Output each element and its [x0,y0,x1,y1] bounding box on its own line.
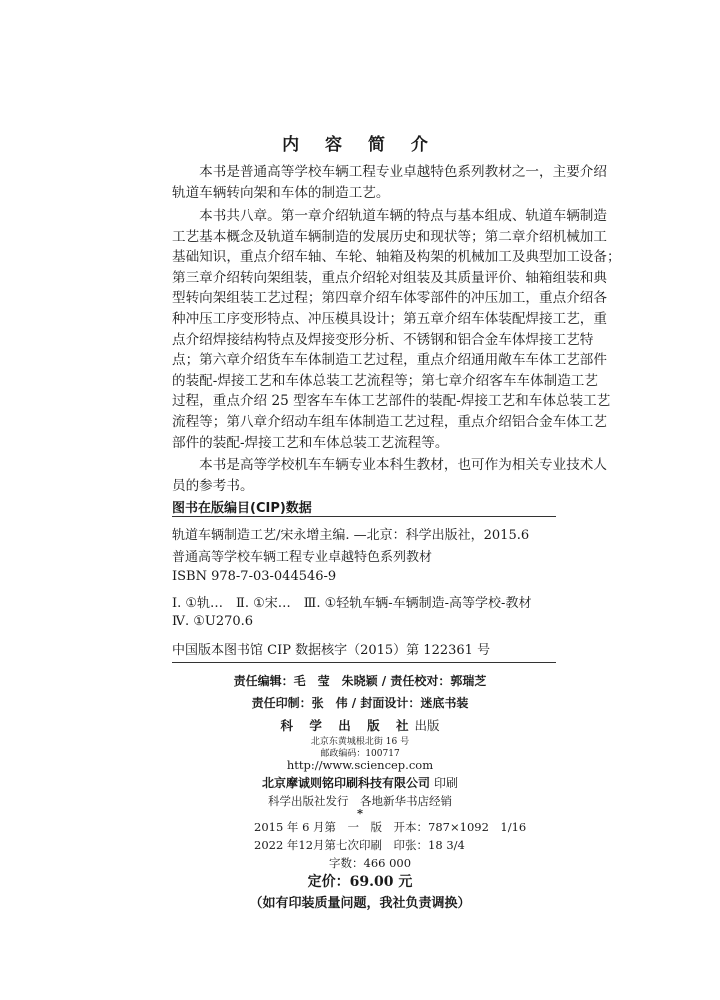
text-line: 工艺基本概念及轨道车辆制造的发展历史和现状等；第二章介绍机械加工 [172,228,607,245]
cip-series-line: 普通高等学校车辆工程专业卓越特色系列教材 [172,550,433,565]
text-line: 第三章介绍转向架组装，重点介绍轮对组装及其质量评价、轴箱组装和典 [172,269,607,286]
summary-paragraph-3 [172,455,607,496]
printer-suffix: 印刷 [434,776,459,790]
credits-production-line: 责任印制：张 伟 / 封面设计：迷底书装 [251,696,469,710]
publisher-name-suffix: 出版 [414,718,440,733]
text-line: 种冲压工序变形特点、冲压模具设计；第五章介绍车体装配焊接工艺，重 [172,310,607,327]
summary-heading: 内 容 简 介 [282,135,438,155]
credits-editors-line: 责任编辑：毛 莹 朱晓颖 / 责任校对：郭瑞芝 [233,674,487,688]
cip-bibliographic-line: 轨道车辆制造工艺/宋永增主编. —北京：科学出版社，2015.6 [172,528,530,543]
text-line: 点；第六章介绍货车车体制造工艺过程，重点介绍通用敞车车体工艺部件 [172,352,607,369]
printing-line: 2022 年12月第七次印刷 印张：18 3/4 [254,838,465,852]
text-line: 点介绍焊接结构特点及焊接变形分析、不锈钢和铝合金车体焊接工艺特 [172,331,594,348]
text-line: 基础知识，重点介绍车轴、车轮、轴箱及构架的机械加工及典型加工设备； [172,249,621,266]
printer-name: 北京摩诚则铭印刷科技有限公司 [261,776,430,790]
text-line: 本书是高等学校机车车辆专业本科生教材，也可作为相关专业技术人 [172,457,607,473]
publisher-url: http://www.sciencep.com [286,758,434,772]
edition-line: 2015 年 6 月第 一 版 开本：787×1092 1/16 [254,820,527,834]
text-line: 型转向架组装工艺过程；第四章介绍车体零部件的冲压加工，重点介绍各 [172,290,607,307]
cip-class-number-line: Ⅳ. ①U270.6 [172,614,254,629]
separator-star: * [356,806,363,820]
cip-record-number-line: 中国版本图书馆 CIP 数据核字（2015）第 122361 号 [172,643,491,658]
summary-paragraph-1 [172,162,607,203]
cip-heading: 图书在版编目(CIP)数据 [172,501,312,516]
text-line: 本书共八章。第一章介绍轨道车辆的特点与基本组成、轨道车辆制造 [172,208,607,224]
text-line: 流程等；第八章介绍动车组车体制造工艺过程，重点介绍铝合金车体工艺 [172,413,607,430]
text-line: 过程，重点介绍 25 型客车车体工艺部件的装配-焊接工艺和车体总装工艺 [172,393,611,410]
quality-note: （如有印装质量问题，我社负责调换） [249,896,471,911]
distribution-line: 科学出版社发行 各地新华书店经销 [268,794,452,808]
publisher-postcode: 邮政编码：100717 [320,749,400,759]
publisher-address: 北京东黄城根北街 16 号 [310,737,410,747]
text-line: 员的参考书。 [172,477,254,494]
cip-bottom-rule [172,662,556,663]
publisher-name-text: 科 学 出 版 社 [280,718,415,733]
price-label: 定价：69.00 元 [307,874,413,890]
text-line: 本书是普通高等学校车辆工程专业卓越特色系列教材之一，主要介绍 [172,164,607,180]
publisher-name [0,716,720,734]
cip-isbn-line: ISBN 978-7-03-044546-9 [172,569,337,584]
word-count-line: 字数：466 000 [329,856,412,870]
cip-top-rule [172,516,556,517]
summary-paragraph-2 [172,206,621,453]
cip-classification-line: Ⅰ. ①轨… Ⅱ. ①宋… Ⅲ. ①轻轨车辆-车辆制造-高等学校-教材 [172,596,532,611]
text-line: 轨道车辆转向架和车体的制造工艺。 [172,184,390,201]
printer-line [0,774,720,791]
text-line: 部件的装配-焊接工艺和车体总装工艺流程等。 [172,434,449,451]
text-line: 的装配-焊接工艺和车体总装工艺流程等；第七章介绍客车车体制造工艺 [172,372,598,389]
